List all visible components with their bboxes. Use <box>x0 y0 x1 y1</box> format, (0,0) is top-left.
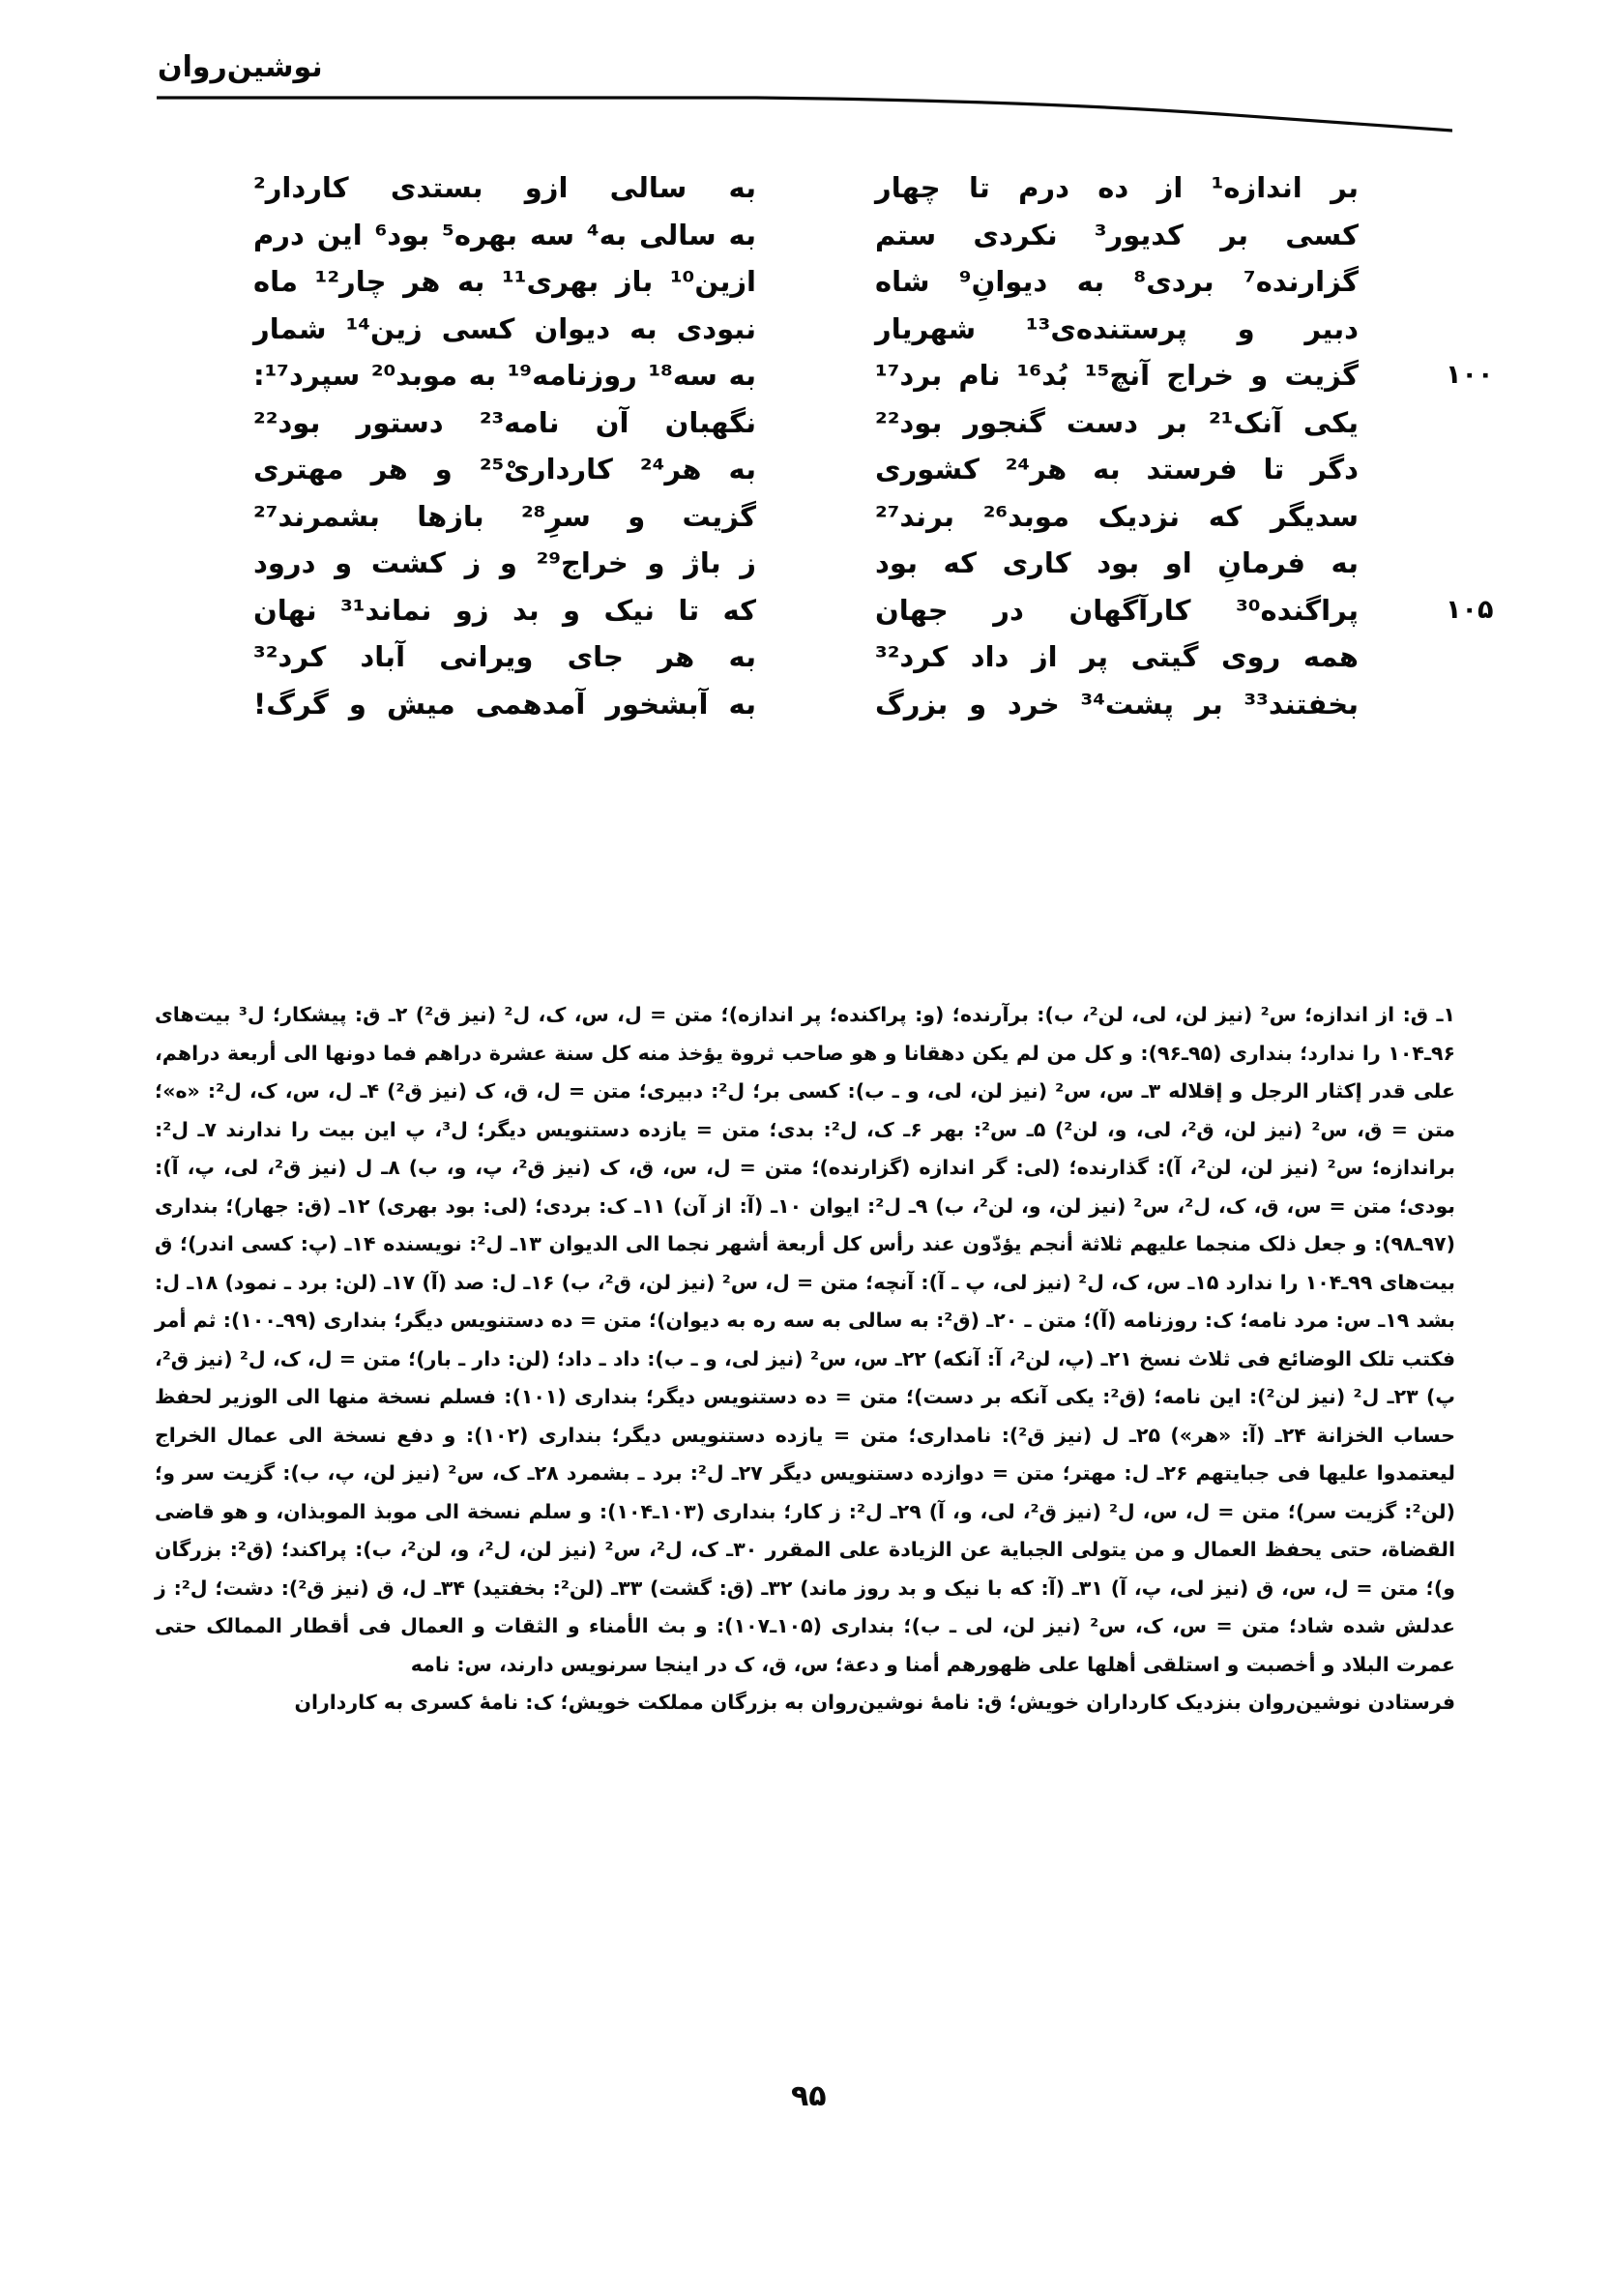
verse-line: نگهبان آن نامه²³ دستور بود²² <box>253 405 756 439</box>
verse-line: نبودی به دیوان کسی زین¹⁴ شمار <box>253 311 756 345</box>
verse-line: یکی آنک²¹ بر دست گنجور بود²² <box>875 405 1359 439</box>
verse-line: همه روی گیتی پر از داد کرد³² <box>875 640 1359 673</box>
verse-line: کسی بر کدیور³ نکردی ستم <box>875 218 1359 251</box>
verse-line: پراگنده³⁰ کارآگهان در جهان ۱۰۵ <box>875 587 1359 634</box>
verse-line: دبیر و پرستنده‌ی¹³ شهریار <box>875 311 1359 345</box>
verse-line: به سالی ازو بستدی کاردار² <box>253 171 756 204</box>
verse-line: به آبشخور آمدهمی میش و گرگ! <box>253 687 756 721</box>
verse-line: گزیت و سرِ²⁸ بازها بشمرند²⁷ <box>253 499 756 533</box>
header-rule <box>157 95 1452 133</box>
verse-line: دگر تا فرستد به هر²⁴ کشوری <box>875 453 1359 486</box>
verse-line: به سه¹⁸ روزنامه¹⁹ به موبد²⁰ سپرد¹⁷: <box>253 359 757 392</box>
verse-number: ۱۰۵ <box>1446 594 1494 625</box>
verse-number: ۱۰۰ <box>1446 360 1494 390</box>
verse-line: ازین¹⁰ باز بهری¹¹ به هر چار¹² ماه <box>253 265 756 298</box>
running-title: نوشین‌روان <box>158 50 323 84</box>
footnote-block: ۱ـ ق: از اندازه؛ س² (نیز لن، لی، لن²، ب): برآرنده؛ (و: پراکنده؛ پر اندازه)؛ متن = ل، س، ک، ل² (نیز ق²) ۲ـ ق: پیشکار؛ ل³ بیت‌های ۹۶ـ۱۰۴ را ندارد؛ بنداری (۹۵ـ۹۶): و کل من لم یکن دهقانا و هو صاحب ثروة یؤخذ منه کل سنة عشرة دراهم فما دونها الی أربعة دراهم، علی قدر إکثار الرجل و إقلاله ۳ـ س، س² (نیز لن، لی، و ـ ب): کسی بر؛ ل²: دبیری؛ متن = ل، ق، ک (نیز ق²) ۴ـ ل، س، ک، ل²: «ه»؛ متن = ق، س² (نیز لن، ق²، لی، و، لن²) ۵ـ س²: بهر ۶ـ ک، ل²: بدی؛ متن = یازده دستنویس دیگر؛ ل³، پ این بیت را ندارند ۷ـ ل²: براندازه؛ س² (نیز لن، لن²، آ): گذارنده؛ (لی: گر اندازه (گزارنده)؛ متن = ل، س، ق، ک (نیز ق²، پ، و، ب) ۸ـ ل (نیز ق²، لی، پ، آ): بودی؛ متن = س، ق، ک، ل²، س² (نیز لن، و، لن²، ب) ۹ـ ل²: ایوان ۱۰ـ (آ: از آن) ۱۱ـ ک: بردی؛ (لی: بود بهری) ۱۲ـ (ق: جهار)؛ بنداری (۹۷ـ۹۸): و جعل ذلک منجما علیهم ثلاثة أنجم یؤدّون عند رأس کل أربعة أشهر نجما الی الدیوان ۱۳ـ ل²: نویسنده ۱۴ـ (پ: کسی اندر)؛ ق بیت‌های ۹۹ـ۱۰۴ را ندارد ۱۵ـ س، ک، ل² (نیز لی، پ ـ آ): آنچه؛ متن = ل، س² (نیز لن، ق²، ب) ۱۶ـ ل: صد (آ) ۱۷ـ (لن: برد ـ نمود) ۱۸ـ ل: بشد ۱۹ـ س: مرد نامه؛ ک: روزنامه (آ)؛ متن ـ ۲۰ـ (ق²: به سالی به سه ره به دیوان)؛ متن = ده دستنویس دیگر؛ بنداری (۹۹ـ۱۰۰): ثم أمر فکتب تلک الوضائع فی ثلاث نسخ ۲۱ـ (پ، لن²، آ: آنکه) ۲۲ـ س، س² (نیز لی، و ـ ب): داد ـ داد؛ (لن: دار ـ بار)؛ متن = ل، ک، ل² (نیز ق²، پ) ۲۳ـ ل² (نیز لن²): این نامه؛ (ق²: یکی آنکه بر دست)؛ متن = ده دستنویس دیگر؛ بنداری (۱۰۱): فسلم نسخة منها الی الوزیر لحفظ حساب الخزانة ۲۴ـ (آ: «هر») ۲۵ـ ل (نیز ق²): نامداری؛ متن = یازده دستنویس دیگر؛ بنداری (۱۰۲): و دفع نسخة الی عمال الخراج لیعتمدوا علیها فی جبایتهم ۲۶ـ ل: مهتر؛ متن = دوازده دستنویس دیگر ۲۷ـ ل²: برد ـ بشمرد ۲۸ـ ک، س² (نیز لن، پ، ب): گزیت سر و؛ (لن²: گزیت سر)؛ متن = ل، س، ل² (نیز ق²، لی، و، آ) ۲۹ـ ل²: ز کار؛ بنداری (۱۰۳ـ۱۰۴): و سلم نسخة الی موبذ الموبذان، و هو قاضی القضاة، حتی یحفظ العمال و من یتولی الجبایة عن الزیادة علی المقرر ۳۰ـ ک، ل²، س² (نیز لن، ل²، و، لن²، ب): پراکند؛ (ق²: بزرگان و)؛ متن = ل، س، ق (نیز لی، پ، آ) ۳۱ـ (آ: که با نیک و بد روز ماند) ۳۲ـ (ق: گشت) ۳۳ـ (لن²: بخفتید) ۳۴ـ ل، ق (نیز ق²): دشت؛ ل²: ز عدلش شده شاد؛ متن = س، ک، س² (نیز لن، لی ـ ب)؛ بنداری (۱۰۵ـ۱۰۷): و بث الأمناء و الثقات و العمال فی أقطار الممالک حتی عمرت البلاد و أخصبت و استلقی أهلها علی ظهورهم أمنا و دعة؛ س، ق، ک در اینجا سرنویس دارند، س: نامه <box>155 1003 1456 1676</box>
verse-line: به هر²⁴ کارداریْ²⁵ و هر مهتری <box>253 453 756 486</box>
poem-right-column <box>875 164 1494 727</box>
footnote-block-tail: فرستادن نوشین‌روان بنزدیک کارداران خویش؛ ق: نامهٔ نوشین‌روان به بزرگان مملکت خویش؛ ک: نامهٔ کسری به کارداران <box>294 1691 1455 1714</box>
verse-line: که تا نیک و بد زو نماند³¹ نهان <box>253 593 756 627</box>
page-number: ۹۵ <box>791 2079 827 2113</box>
verse-line: ز باژ و خراج²⁹ و ز کشت و درود <box>253 546 756 579</box>
verse-line: به سالی به⁴ سه بهره⁵ بود⁶ این درم <box>253 218 757 251</box>
verse-line: سدیگر که نزدیک موبد²⁶ برند²⁷ <box>875 499 1359 533</box>
verse-line: به هر جای ویرانی آباد کرد³² <box>253 640 756 673</box>
verse-line: بر اندازه¹ از ده درم تا چهار <box>875 171 1359 204</box>
poem-left-column <box>253 164 756 727</box>
footnotes <box>155 996 1455 1722</box>
verse-line: گزیت و خراج آنچ¹⁵ بُد¹⁶ نام برد¹⁷ ۱۰۰ <box>875 352 1359 399</box>
verse-line: بخفتند³³ بر پشت³⁴ خرد و بزرگ <box>875 687 1359 721</box>
verse-line: به فرمانِ او بود کاری که بود <box>875 546 1359 579</box>
verse-line: گزارنده⁷ بردی⁸ به دیوانِ⁹ شاه <box>875 265 1359 298</box>
